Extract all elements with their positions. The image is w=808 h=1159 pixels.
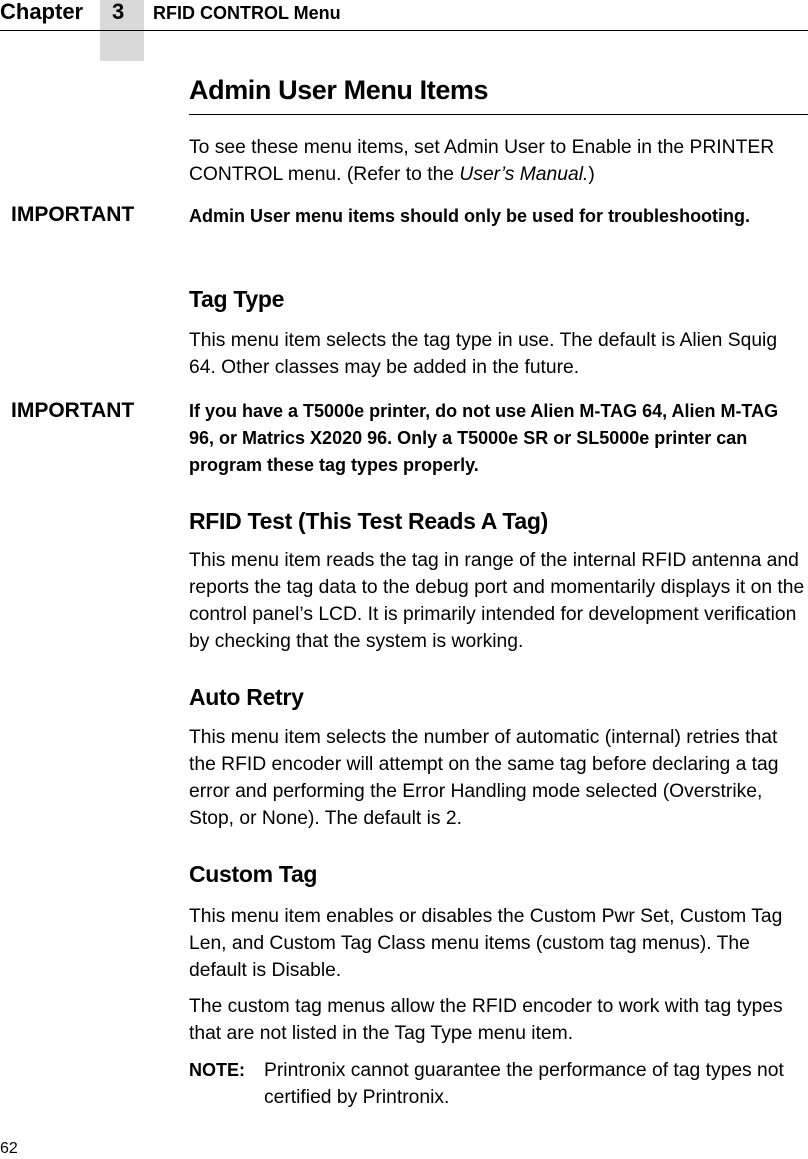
section-title: RFID CONTROL Menu <box>153 3 341 23</box>
note-text: Printronix cannot guarantee the performance of tag types not certified by Printronix. <box>264 1060 784 1108</box>
note-label: NOTE: <box>189 1060 245 1080</box>
manual-reference: User’s Manual. <box>459 164 589 185</box>
intro-text-end: ) <box>588 164 595 185</box>
chapter-label: Chapter <box>0 0 84 24</box>
section-heading-tag-type: Tag Type <box>189 286 285 312</box>
important-text: Admin User menu items should only be used for troubleshooting. <box>189 206 751 226</box>
intro-text: To see these menu items, set Admin User to Enable in the PRINTER CONTROL menu. (Refer to the <box>189 137 775 185</box>
auto-retry-body: This menu item selects the number of automatic (internal) retries that the RFID encoder will attempt on the same tag before declaring a tag error and performing the Error Handling mode selected (Overstrike, Stop, or None). The default is 2. <box>189 727 779 829</box>
important-label: IMPORTANT <box>11 203 135 226</box>
intro-paragraph <box>189 134 808 188</box>
section-heading-auto-retry: Auto Retry <box>189 684 304 710</box>
custom-tag-body: This menu item enables or disables the Custom Pwr Set, Custom Tag Len, and Custom Tag Class menu items (custom tag menus). The default is Disable. <box>189 906 783 981</box>
page-title: Admin User Menu Items <box>189 75 489 105</box>
title-divider <box>189 114 808 115</box>
section-heading-custom-tag: Custom Tag <box>189 861 318 887</box>
header-divider <box>0 30 808 31</box>
tag-type-body: This menu item selects the tag type in use. The default is Alien Squig 64. Other classes may be added in the future. <box>189 330 778 378</box>
page-number: 62 <box>0 1140 18 1157</box>
important-text: If you have a T5000e printer, do not use Alien M-TAG 64, Alien M-TAG 96, or Matrics X2020 96. Only a T5000e SR or SL5000e printer can program these tag types properly. <box>189 401 779 475</box>
section-heading-rfid-test: RFID Test (This Test Reads A Tag) <box>189 508 548 534</box>
important-label: IMPORTANT <box>11 399 135 422</box>
chapter-number: 3 <box>112 0 125 24</box>
rfid-test-body: This menu item reads the tag in range of the internal RFID antenna and reports the tag data to the debug port and momentarily displays it on the control panel’s LCD. It is primarily intended for development verification by checking that the system is working. <box>189 550 805 652</box>
custom-tag-body-2: The custom tag menus allow the RFID encoder to work with tag types that are not listed in the Tag Type menu item. <box>189 996 783 1044</box>
